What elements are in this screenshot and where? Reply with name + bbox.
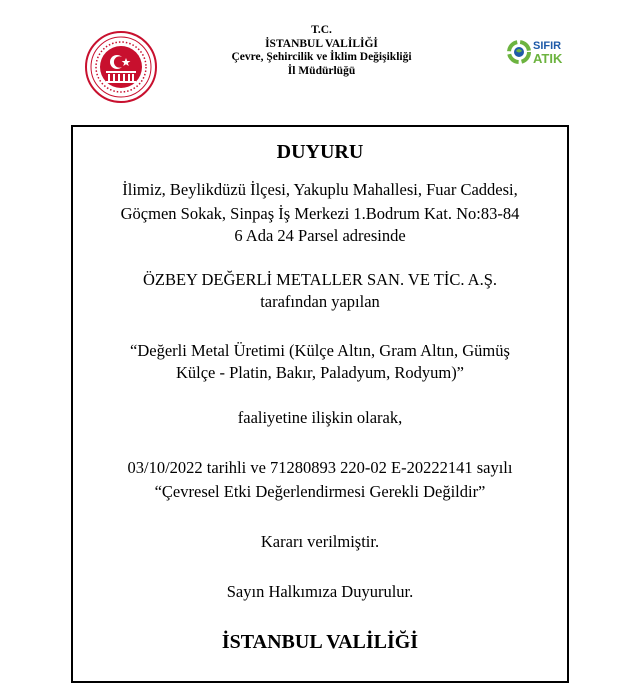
- letterhead-line-governorship: İSTANBUL VALİLİĞİ: [265, 37, 378, 50]
- signature-line: İSTANBUL VALİLİĞİ: [221, 631, 419, 653]
- activity-line-1: “Değerli Metal Üretimi (Külçe Altın, Gram Altın, Gümüş: [130, 341, 510, 360]
- company-name: ÖZBEY DEĞERLİ METALLER SAN. VE TİC. A.Ş.: [142, 270, 498, 289]
- address-line-3: 6 Ada 24 Parsel adresinde: [234, 226, 406, 245]
- activity-line-2: Külçe - Platin, Bakır, Paladyum, Rodyum)”: [175, 363, 465, 382]
- announcement-line: Sayın Halkımıza Duyurulur.: [226, 582, 414, 601]
- letterhead-line-ministry: Çevre, Şehircilik ve İklim Değişikliği: [231, 51, 412, 63]
- letterhead-line-tc: T.C.: [311, 24, 332, 36]
- decision-line-3: Kararı verilmiştir.: [260, 532, 380, 551]
- decision-line-2: “Çevresel Etki Değerlendirmesi Gerekli Değildir”: [154, 482, 486, 501]
- letterhead-title: [190, 24, 453, 78]
- address-line-2: Göçmen Sokak, Sinpaş İş Merkezi 1.Bodrum Kat. No:83-84: [120, 204, 520, 223]
- notice-box: [71, 125, 569, 683]
- zero-waste-bottom-text: ATIK: [533, 51, 563, 66]
- company-subline: tarafından yapılan: [260, 292, 380, 311]
- letterhead-line-directorate: İl Müdürlüğü: [287, 64, 356, 77]
- regarding-line: faaliyetine ilişkin olarak,: [237, 408, 403, 427]
- recycle-globe-icon: [509, 42, 529, 62]
- zero-waste-top-text: SIFIR: [533, 40, 562, 52]
- notice-title: DUYURU: [276, 141, 364, 163]
- governorship-seal-icon: [84, 30, 158, 104]
- zero-waste-logo: [506, 32, 568, 72]
- decision-line-1: 03/10/2022 tarihli ve 71280893 220-02 E-20222141 sayılı: [127, 458, 513, 477]
- address-line-1: İlimiz, Beylikdüzü İlçesi, Yakuplu Mahallesi, Fuar Caddesi,: [122, 180, 518, 199]
- letterhead: [0, 0, 643, 120]
